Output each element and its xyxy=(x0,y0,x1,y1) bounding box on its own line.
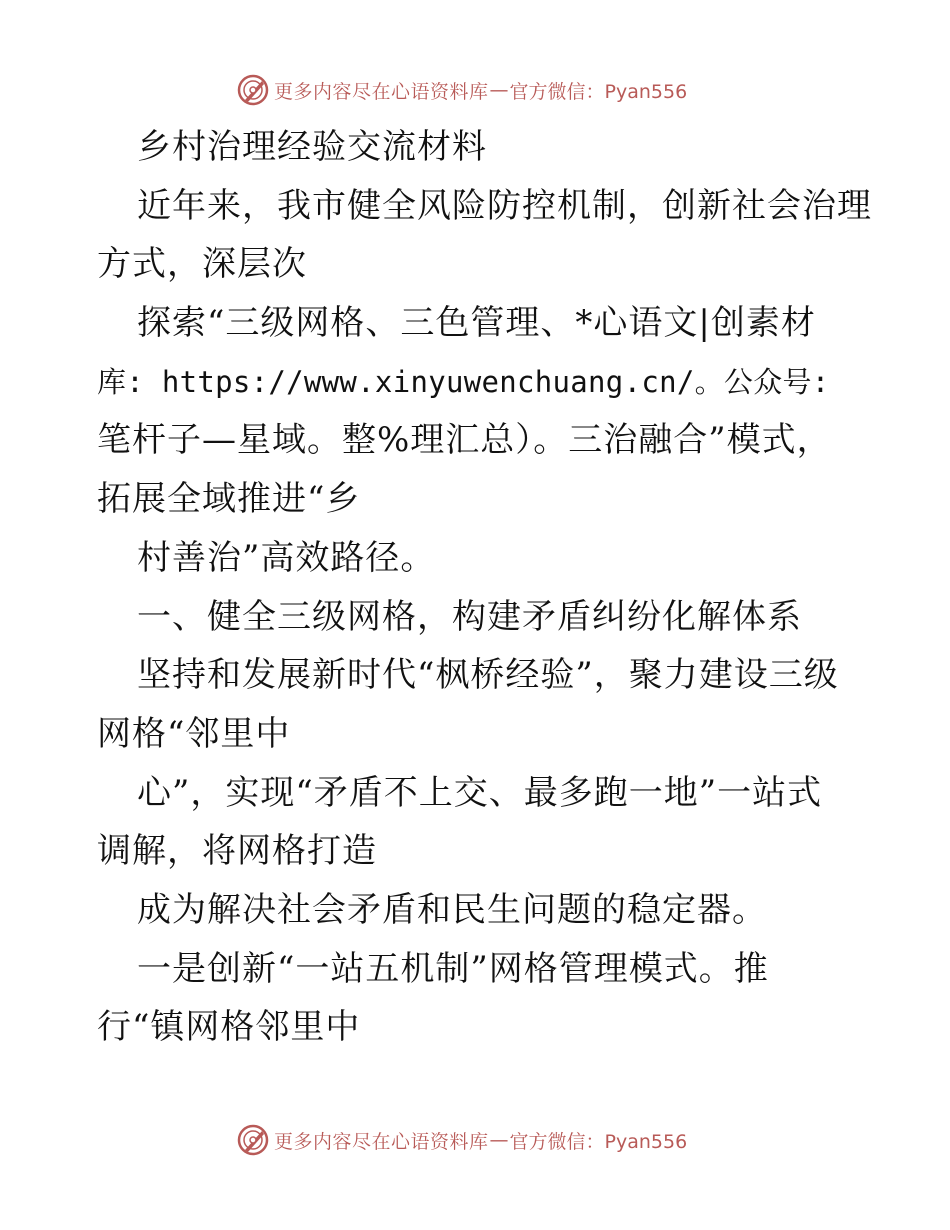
quill-seal-icon xyxy=(236,1123,270,1157)
paragraph-line: 调解，将网格打造 xyxy=(97,831,377,872)
paragraph-line: 村善治”高效路径。 xyxy=(137,537,436,578)
watermark-contact: 官方微信：Pyan556 xyxy=(509,1130,688,1153)
watermark-contact: 官方微信：Pyan556 xyxy=(509,80,688,103)
watermark-dash: — xyxy=(489,1129,509,1151)
paragraph-line: 库: https://www.xinyuwenchuang.cn/。公众号: xyxy=(97,364,830,399)
paragraph-line: 行“镇网格邻里中 xyxy=(97,1007,361,1048)
document-body xyxy=(97,118,872,1057)
paragraph-line: 一是创新“一站五机制”网格管理模式。推 xyxy=(137,948,769,989)
section-heading: 一、健全三级网格，构建矛盾纠纷化解体系 xyxy=(137,596,802,637)
paragraph-line: 网格“邻里中 xyxy=(97,713,291,754)
watermark-dash: — xyxy=(489,79,509,101)
header-watermark xyxy=(236,72,687,108)
paragraph-line: 拓展全域推进“乡 xyxy=(97,479,361,520)
paragraph-line: 方式，深层次 xyxy=(97,244,307,285)
footer-watermark xyxy=(236,1122,687,1158)
watermark-promo-text: 更多内容尽在心语资料库 xyxy=(274,80,489,103)
document-title: 乡村治理经验交流材料 xyxy=(137,127,487,167)
watermark-promo-text: 更多内容尽在心语资料库 xyxy=(274,1130,489,1153)
paragraph-line: 探索“三级网格、三色管理、*心语文|创素材 xyxy=(137,303,816,344)
paragraph-line: 近年来，我市健全风险防控机制，创新社会治理 xyxy=(137,185,872,226)
paragraph-line: 笔杆子—星域。整%理汇总）。三治融合”模式， xyxy=(97,420,832,461)
paragraph-line: 坚持和发展新时代“枫桥经验”，聚力建设三级 xyxy=(137,655,839,696)
paragraph-line: 心”，实现“矛盾不上交、最多跑一地”一站式 xyxy=(137,772,823,813)
paragraph-line: 成为解决社会矛盾和民生问题的稳定器。 xyxy=(137,889,767,930)
quill-seal-icon xyxy=(236,73,270,107)
